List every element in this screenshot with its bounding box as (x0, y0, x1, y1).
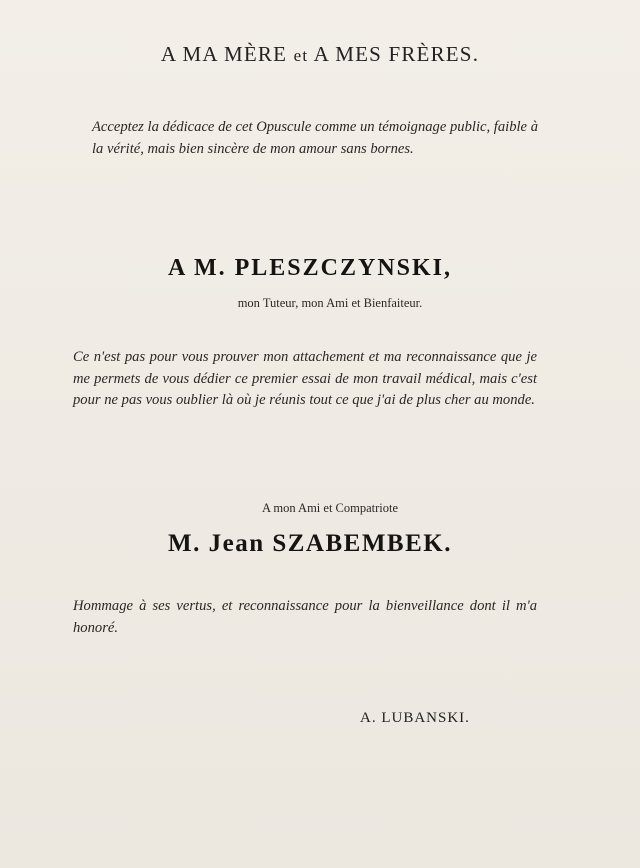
dedication-mother-text: Acceptez la dédicace de cet Opuscule comme un témoignage public, faible à la vérité, mais bien sincère de mon amour sans bornes. (92, 119, 538, 157)
dedication-mother-title-et: et (293, 46, 309, 65)
dedication-guardian-text: Ce n'est pas pour vous prouver mon attachement et ma reconnaissance que je me permets de vous dédier ce premier essai de mon travail médical, mais c'est pour ne pas vous oublier là où je réunis tout ce que j'ai de plus cher au monde. (73, 349, 537, 408)
author-signature: A. LUBANSKI. (360, 710, 470, 726)
dedication-guardian-name: A M. PLESZCZYNSKI, (167, 255, 453, 281)
dedication-friend-name: M. Jean SZABEMBEK. (168, 530, 452, 557)
dedication-friend-text: Hommage à ses vertus, et reconnaissance pour la bienveillance dont il m'a honoré. (73, 598, 537, 636)
dedication-mother-title-part1: A MA MÈRE (160, 42, 288, 66)
dedication-guardian-subtitle: mon Tuteur, mon Ami et Bienfaiteur. (237, 296, 423, 310)
dedication-friend-intro: A mon Ami et Compatriote (261, 501, 399, 515)
dedication-mother-title-part2: A MES FRÈRES. (313, 42, 480, 66)
dedication-mother-title (0, 42, 640, 67)
